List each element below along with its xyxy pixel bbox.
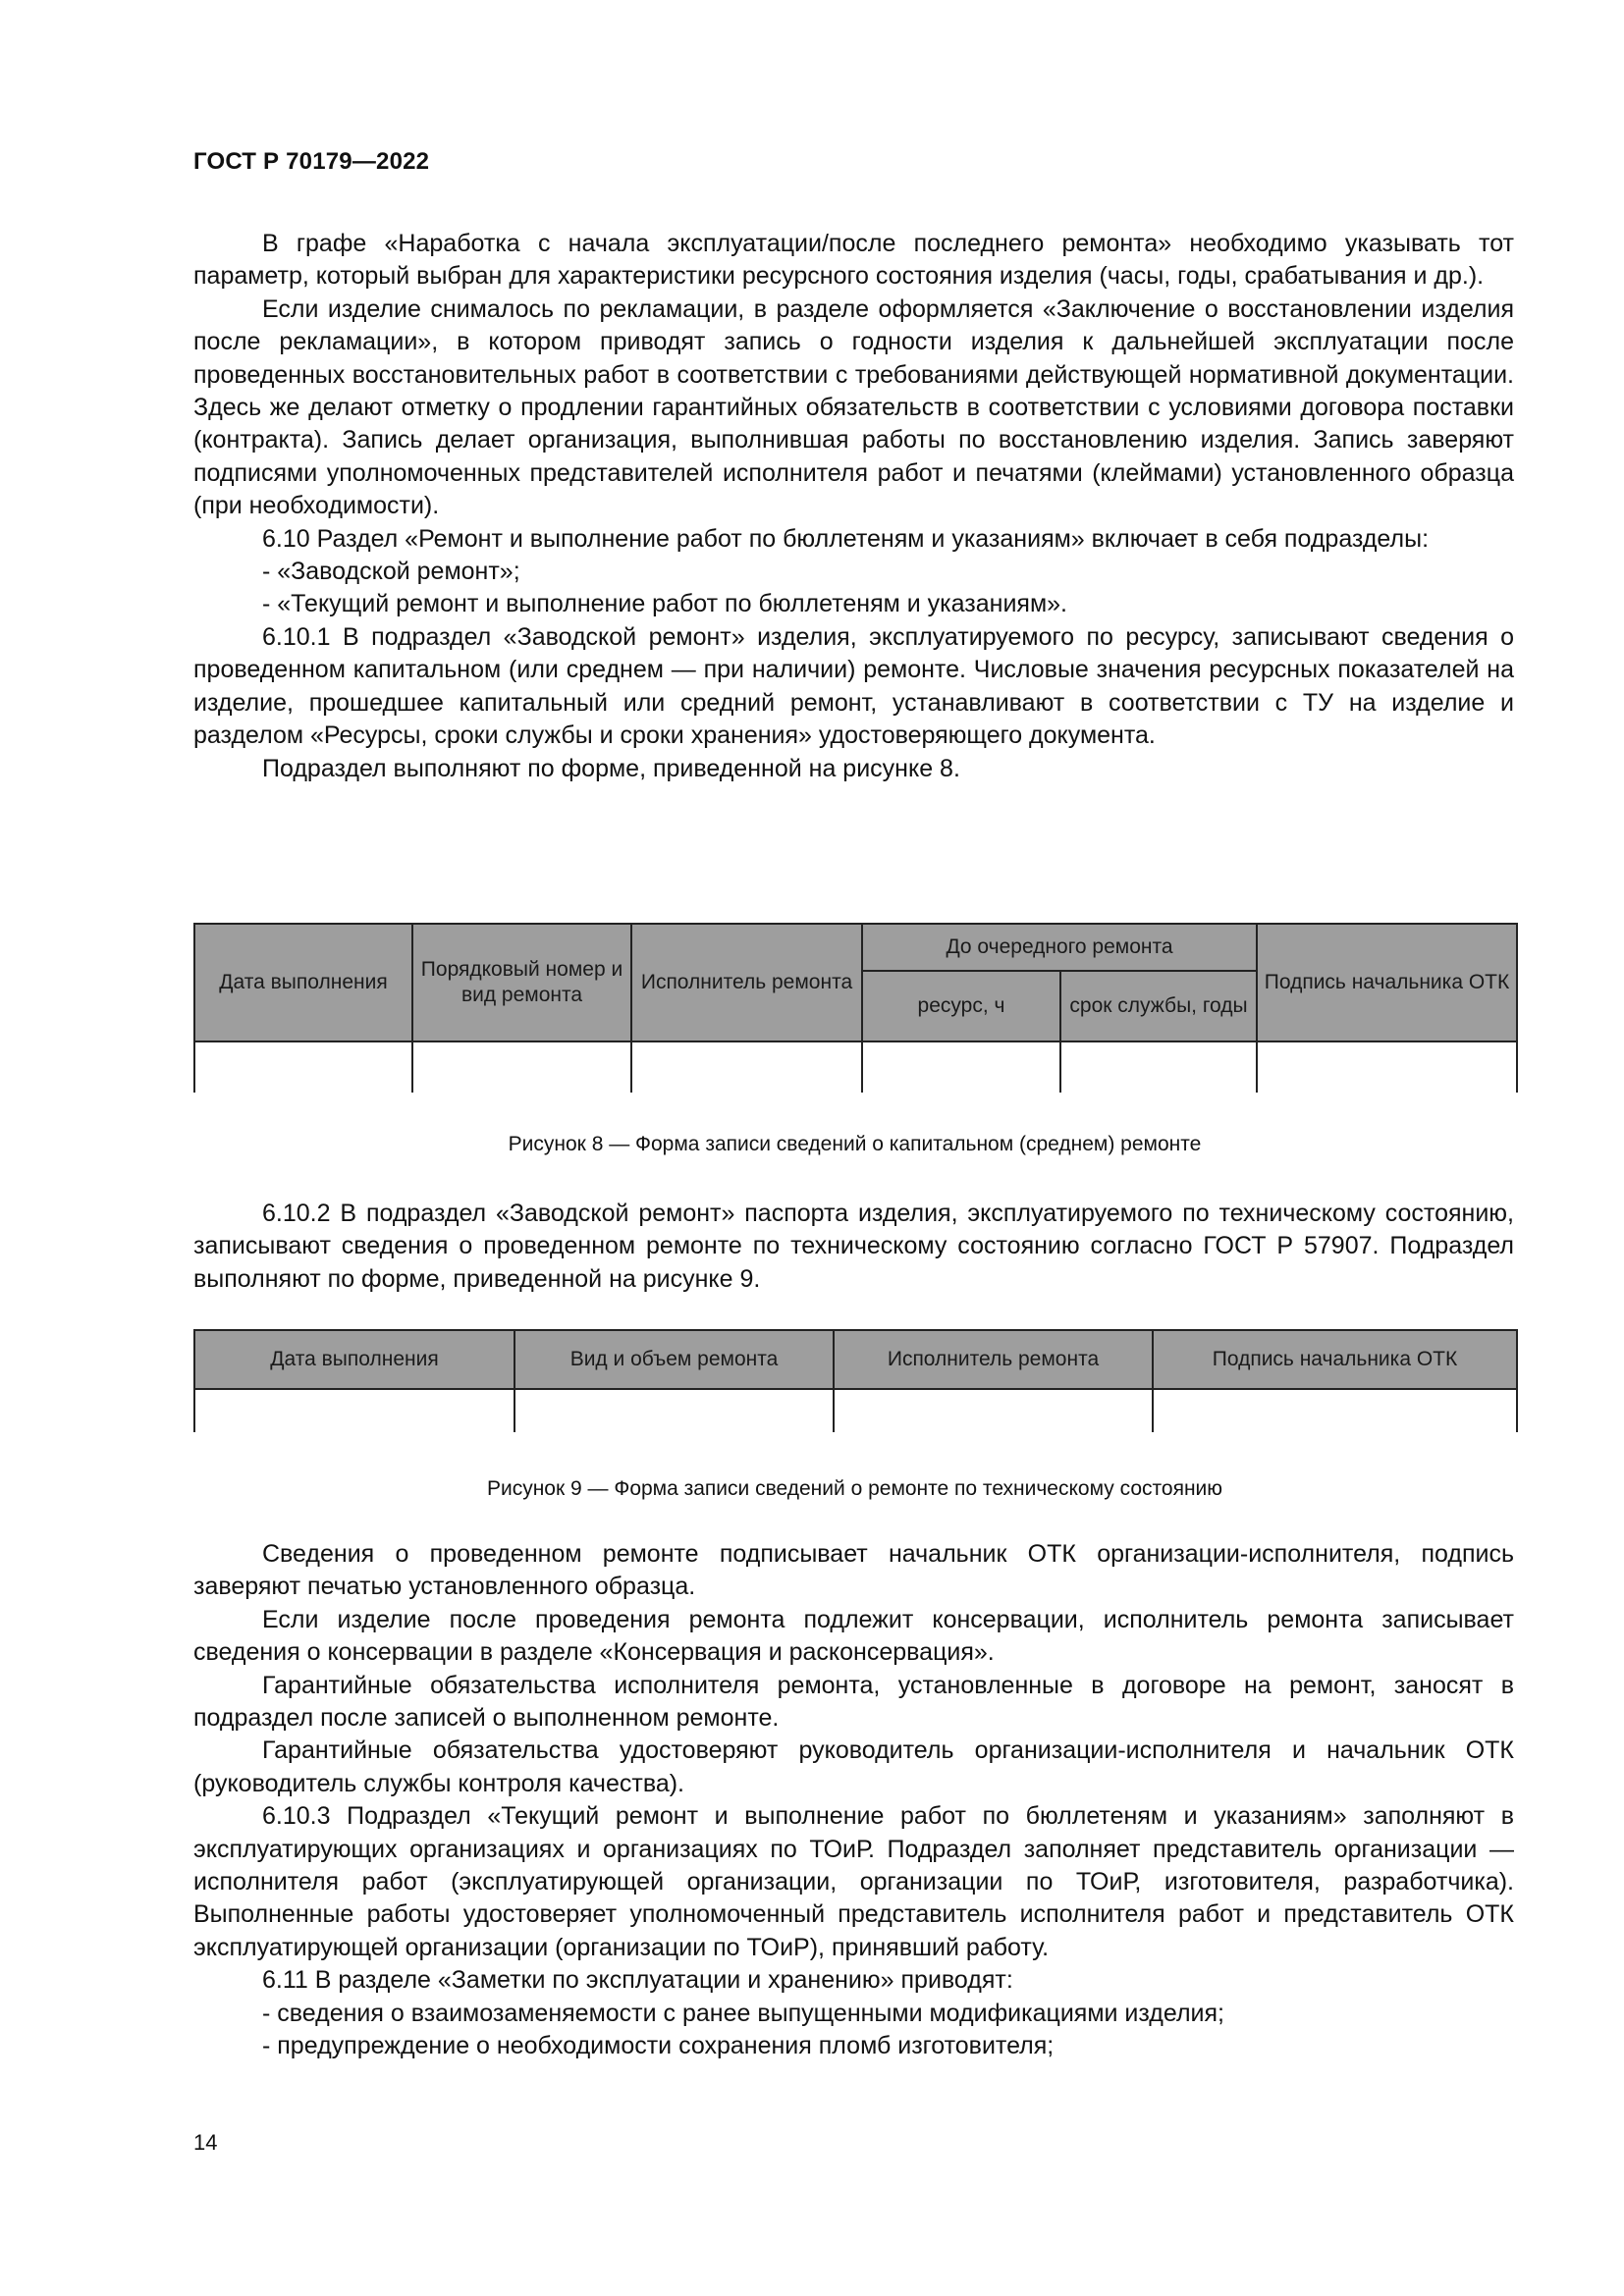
paragraph: Сведения о проведенном ремонте подписывает начальник ОТК организации-исполнителя, подпись заверяют печатью установленного образца. [193, 1540, 1514, 1601]
column-header-executor: Исполнитель ремонта [631, 924, 862, 1041]
page-number: 14 [193, 2130, 218, 2155]
table-cell [194, 1041, 412, 1093]
paragraph: 6.10 Раздел «Ремонт и выполнение работ по бюллетеням и указаниям» включает в себя подразделы: [262, 524, 1430, 553]
column-header-signature: Подпись начальника ОТК [1153, 1330, 1517, 1389]
paragraph: Если изделие снималось по рекламации, в разделе оформляется «Заключение о восстановлении изделия после рекламации», в котором приводят запись о годности изделия к дальнейшей эксплуатации после проведенных восстановительных работ в соответствии с требованиями действующей нормативной документации. Здесь же делают отметку о продлении гарантийных обязательств в соответствии с условиями договора поставки (контракта). Запись делает организация, выполнившая работы по восстановлению изделия. Запись заверяют подписями уполномоченных представителей исполнителя работ и печатями (клеймами) установленного образца (при необходимости). [193, 294, 1514, 520]
figure-9-table [193, 1329, 1518, 1432]
text-block-2 [193, 1198, 1514, 1296]
text-block-1 [193, 228, 1514, 785]
list-item: - «Заводской ремонт»; [262, 558, 520, 586]
figure-8-caption: Рисунок 8 — Форма записи сведений о капитальном (среднем) ремонте [508, 1133, 1202, 1155]
document-code: ГОСТ Р 70179—2022 [193, 148, 430, 175]
column-header-resource: ресурс, ч [862, 971, 1060, 1041]
paragraph: Гарантийные обязательства удостоверяют руководитель организации-исполнителя и начальник ОТК (руководитель службы контроля качества). [193, 1736, 1514, 1797]
paragraph: 6.10.1 В подраздел «Заводской ремонт» изделия, эксплуатируемого по ресурсу, записывают сведения о проведенном капитальном (или среднем — при наличии) ремонте. Числовые значения ресурсных показателей на изделие, прошедшее капитальный или средний ремонт, устанавливают в соответствии с ТУ на изделие и разделом «Ресурсы, сроки службы и сроки хранения» удостоверяющего документа. [193, 622, 1514, 750]
text-block-3 [193, 1538, 1514, 2063]
table-cell [834, 1389, 1153, 1432]
table-row [194, 1389, 1517, 1432]
figure-9-caption: Рисунок 9 — Форма записи сведений о ремонте по техническому состоянию [486, 1477, 1223, 1500]
paragraph: В графе «Наработка с начала эксплуатации/после последнего ремонта» необходимо указывать тот параметр, который выбран для характеристики ресурсного состояния изделия (часы, годы, срабатывания и др.). [193, 230, 1514, 291]
paragraph: Гарантийные обязательства исполнителя ремонта, установленные в договоре на ремонт, заносят в подраздел после записей о выполненном ремонте. [193, 1671, 1514, 1733]
column-header-signature: Подпись начальника ОТК [1257, 924, 1517, 1041]
list-item: - сведения о взаимозаменяемости с ранее выпущенными модификациями изделия; [262, 1999, 1225, 2027]
column-header-executor: Исполнитель ремонта [834, 1330, 1153, 1389]
figure-8-table [193, 923, 1518, 1093]
column-header-service-life: срок службы, годы [1060, 971, 1257, 1041]
table-cell [412, 1041, 631, 1093]
paragraph: 6.10.3 Подраздел «Текущий ремонт и выполнение работ по бюллетеням и указаниям» заполняют в эксплуатирующих организациях и организациях по ТОиР. Подраздел заполняет представитель организации — исполнителя работ (эксплуатирующей организации, организации по ТОиР, изготовителя, разработчика). Выполненные работы удостоверяет уполномоченный представитель исполнителя работ и представитель ОТК эксплуатирующей организации (организации по ТОиР), принявший работу. [193, 1802, 1514, 1961]
table-cell [194, 1389, 514, 1432]
column-header-date: Дата выполнения [194, 924, 412, 1041]
table-cell [1060, 1041, 1257, 1093]
table-cell [862, 1041, 1060, 1093]
table-row [194, 1041, 1517, 1093]
column-header-next-repair: До очередного ремонта [862, 924, 1257, 971]
table-cell [514, 1389, 834, 1432]
paragraph: 6.11 В разделе «Заметки по эксплуатации и хранению» приводят: [262, 1966, 1013, 1995]
list-item: - «Текущий ремонт и выполнение работ по бюллетеням и указаниям». [262, 590, 1067, 618]
table-cell [631, 1041, 862, 1093]
paragraph: 6.10.2 В подраздел «Заводской ремонт» паспорта изделия, эксплуатируемого по техническому состоянию, записывают сведения о проведенном ремонте по техническому состоянию согласно ГОСТ Р 57907. Подраздел выполняют по форме, приведенной на рисунке 9. [193, 1200, 1514, 1293]
paragraph: Если изделие после проведения ремонта подлежит консервации, исполнитель ремонта записывает сведения о консервации в разделе «Консервация и расконсервация». [193, 1605, 1514, 1667]
paragraph: Подраздел выполняют по форме, приведенной на рисунке 8. [262, 754, 960, 782]
column-header-scope: Вид и объем ремонта [514, 1330, 834, 1389]
column-header-number: Порядковый номер и вид ремонта [412, 924, 631, 1041]
table-cell [1257, 1041, 1517, 1093]
list-item: - предупреждение о необходимости сохранения пломб изготовителя; [262, 2032, 1055, 2060]
table-cell [1153, 1389, 1517, 1432]
column-header-date: Дата выполнения [194, 1330, 514, 1389]
